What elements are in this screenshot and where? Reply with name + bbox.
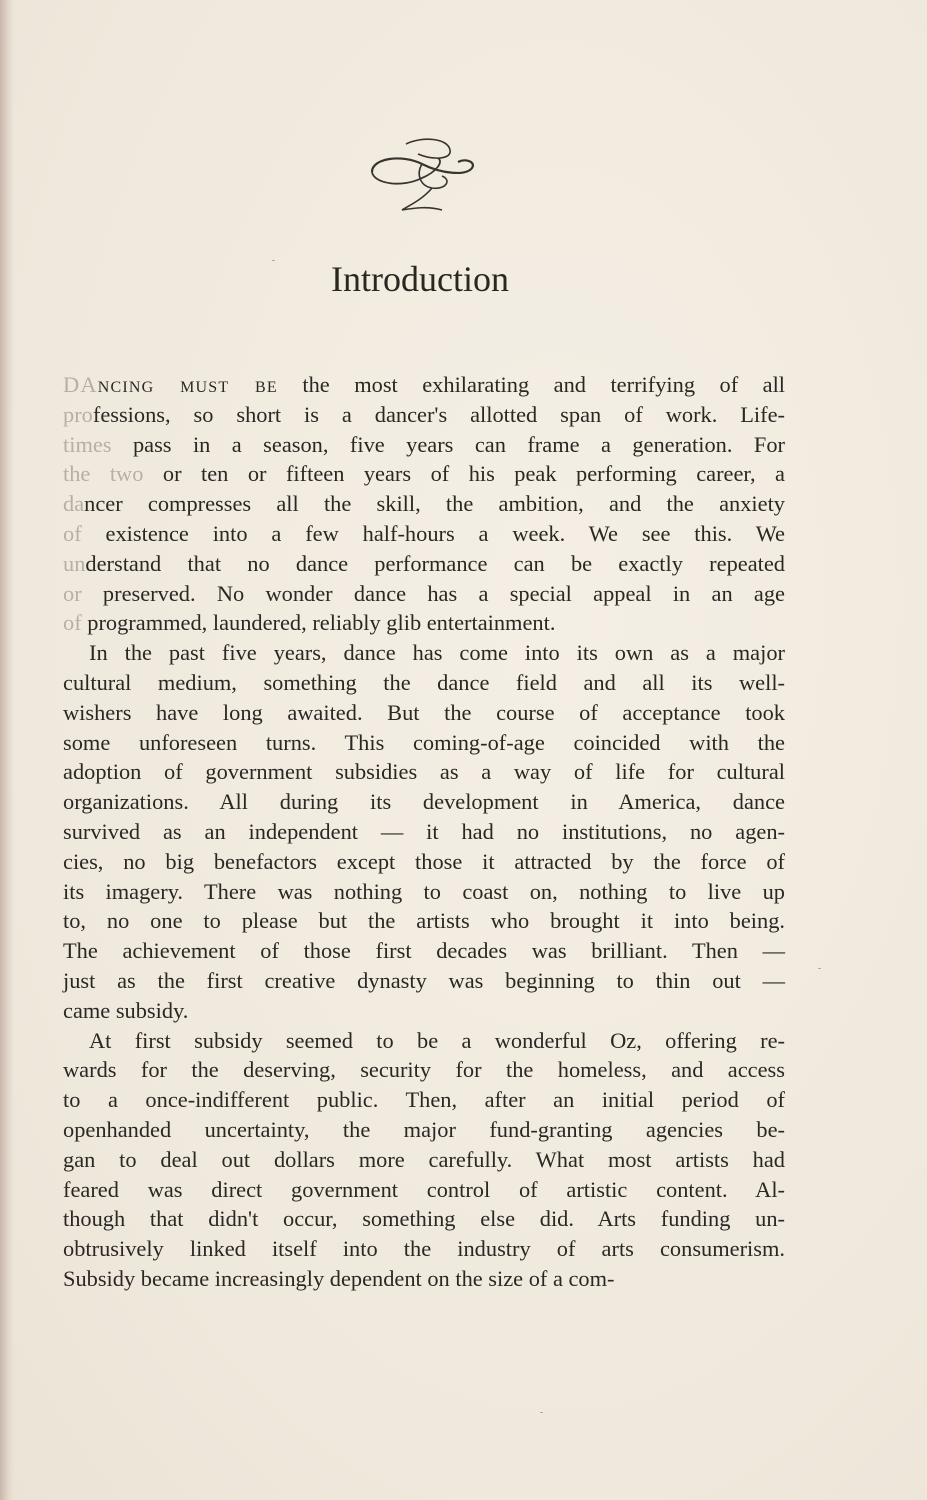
- line-text: programmed, laundered, reliably glib entertainment.: [81, 610, 556, 636]
- chapter-body: [63, 370, 785, 1294]
- line-text: existence into a few half-hours a week. We see this. We: [81, 520, 785, 546]
- faded-text: the two: [63, 461, 144, 487]
- text-line: gan to deal out dollars more carefully. What most artists had: [63, 1146, 785, 1172]
- page-spine-shadow: [0, 0, 14, 1500]
- text-line: its imagery. There was nothing to coast on, nothing to live up: [63, 878, 785, 904]
- text-line: [63, 489, 785, 519]
- text-line: obtrusively linked itself into the industry of arts consumerism.: [63, 1236, 785, 1262]
- faded-text: da: [63, 491, 85, 517]
- text-line: to, no one to please but the artists who brought it into being.: [63, 908, 785, 934]
- line-text: preserved. No wonder dance has a special appeal in an age: [81, 580, 785, 606]
- text-line: [63, 549, 785, 579]
- text-line: [63, 579, 785, 609]
- line-text: the most exhilarating and terrifying of all: [277, 372, 786, 397]
- paper-speck: [272, 260, 275, 261]
- text-line: Subsidy became increasingly dependent on the size of a com-: [63, 1265, 615, 1291]
- line-text: derstand that no dance performance can be exactly repeated: [85, 550, 785, 576]
- text-line: to a once-indifferent public. Then, after an initial period of: [63, 1087, 785, 1113]
- text-line: survived as an independent — it had no institutions, no agen-: [63, 818, 785, 844]
- text-line: The achievement of those first decades was brilliant. Then —: [63, 938, 785, 964]
- text-line: [63, 430, 785, 460]
- line-text: ncer compresses all the skill, the ambition, and the anxiety: [84, 491, 785, 517]
- text-line: adoption of government subsidies as a way of life for cultural: [63, 759, 785, 785]
- faded-text: of: [63, 610, 82, 636]
- text-line: openhanded uncertainty, the major fund-granting agencies be-: [63, 1116, 785, 1142]
- faded-text: pro: [63, 401, 93, 427]
- small-caps-lead: ncing must be: [97, 372, 278, 397]
- text-line: came subsidy.: [63, 997, 189, 1023]
- text-line: wishers have long awaited. But the course of acceptance took: [63, 699, 785, 725]
- faded-text: of: [63, 520, 82, 546]
- text-line: [63, 519, 785, 549]
- line-text: fessions, so short is a dancer's allotted span of work. Life-: [92, 401, 785, 427]
- text-line: feared was direct government control of artistic content. Al-: [63, 1176, 785, 1202]
- text-line: just as the first creative dynasty was beginning to thin out —: [63, 967, 785, 993]
- chapter-title: Introduction: [331, 259, 509, 299]
- line-text: pass in a season, five years can frame a generation. For: [111, 431, 785, 457]
- paper-speck: [540, 1412, 543, 1413]
- text-line: In the past five years, dance has come into its own as a major: [89, 640, 785, 666]
- faded-text: or: [63, 580, 82, 606]
- text-line: wards for the deserving, security for the homeless, and access: [63, 1057, 785, 1083]
- text-line: some unforeseen turns. This coming-of-age coincided with the: [63, 729, 785, 755]
- paper-speck: [818, 968, 821, 969]
- faded-text: un: [63, 550, 86, 576]
- flourish-ornament-icon: [362, 130, 482, 225]
- text-line: cies, no big benefactors except those it attracted by the force of: [63, 848, 785, 874]
- text-line: though that didn't occur, something else did. Arts funding un-: [63, 1206, 785, 1232]
- text-line: [63, 370, 785, 400]
- text-line: [63, 608, 785, 638]
- line-text: or ten or fifteen years of his peak performing career, a: [143, 461, 785, 487]
- faded-text: times: [63, 431, 112, 457]
- text-line: cultural medium, something the dance field and all its well-: [63, 669, 785, 695]
- text-line: [63, 400, 785, 430]
- text-line: [63, 459, 785, 489]
- text-line: At first subsidy seemed to be a wonderful Oz, offering re-: [89, 1027, 785, 1053]
- faded-initial: DA: [63, 372, 98, 397]
- text-line: organizations. All during its development in America, dance: [63, 789, 785, 815]
